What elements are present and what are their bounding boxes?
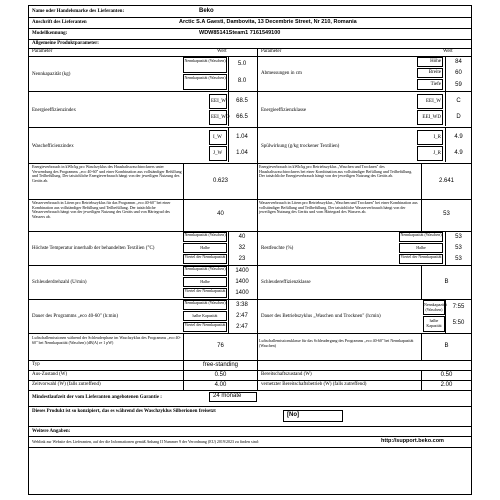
water-consumption-text: Wasserverbrauch in Litern pro Betriebszyklus für das Programm „eco 40-60" bei einer Kombination aus vollständiger Befüllung und Teilbefüllung. Der tatsächliche Wasserverbrauch hängt von der jeweiligen Nutzung des Geräts und von Härtegrad des Wassers ab. <box>32 200 171 219</box>
rinse-label: Spülwirkung (g/kg trockener Textilien) <box>261 144 340 149</box>
model-label: Modellkennung: <box>32 31 68 36</box>
capacity-sub1: Nennkapazität (Waschen) <box>184 58 226 63</box>
width-label: Breite <box>428 70 441 75</box>
supplier-address-label: Anschrift des Lieferanten <box>32 20 87 25</box>
class-w-label: EEI_W <box>426 99 441 104</box>
depth-label: Tiefe <box>430 82 441 87</box>
energy-consumption-value: 0.623 <box>212 178 228 184</box>
delay-start-value: 4.00 <box>214 382 227 388</box>
duration-sub1: Nennkapazität (Waschen) <box>184 300 226 305</box>
duration-label: Dauer des Programms „eco 40-60" (h:min) <box>32 314 119 319</box>
eei-wd-label: EEI_WD <box>211 115 230 120</box>
cycle-sub2: halbe Kapazität <box>426 318 442 328</box>
iw-label: I_W <box>213 135 222 140</box>
eei-w-label: EEI_W <box>211 99 226 104</box>
spin-sub2: Halbe <box>200 279 210 284</box>
general-params-title: Allgemeine Produktparameter: <box>32 41 99 46</box>
type-value: free-standing <box>202 362 239 368</box>
noise-text: Luftschallemissionen während der Schleuderphase im Waschzyklus des Programms „eco 40-60" bei Nennkapazität (Waschen) (dB(A) re 1 pW) <box>32 335 181 345</box>
water-consumption-value: 40 <box>217 211 224 217</box>
off-mode-label: Aus-Zustand (W) <box>32 372 68 377</box>
duration-sub3: Viertel der Nennkapazität <box>184 322 226 327</box>
temp-value-2: 32 <box>238 245 246 251</box>
height-value: 84 <box>455 59 462 65</box>
moist-value-3: 53 <box>455 256 462 262</box>
temp-sub3: Viertel der Nennkapazität <box>184 254 226 259</box>
noise-class-value: B <box>444 343 449 349</box>
duration-sub2: halbe Kapazität <box>192 313 218 318</box>
capacity-sub2: Nennkapazität (Waschen) <box>184 75 226 80</box>
spin-value-1: 1400 <box>235 268 249 274</box>
moist-value-1: 53 <box>455 234 462 240</box>
dimensions-label: Abmessungen in cm <box>261 71 302 76</box>
energy-consumption-wd-value: 2.641 <box>438 178 454 184</box>
networked-standby-label: vernetzter Bereitschaftsbetrieb (W) (falls zutreffend) <box>261 382 367 387</box>
class-w-value: C <box>456 98 461 104</box>
moisture-label: Restfeuchte (%) <box>261 246 294 251</box>
silver-ions-label: Dieses Produkt ist so konzipiert, das es während des Waschzyklus Silberionen freisetzt <box>32 409 216 414</box>
ir-label: I_R <box>433 135 441 140</box>
supplier-name-value: Beko <box>199 8 214 14</box>
iw-value: 1.04 <box>236 134 248 140</box>
eei-w-value: 68.5 <box>236 98 248 104</box>
depth-value: 59 <box>455 82 462 88</box>
model-value: WDW85141Steam1 7161549100 <box>199 30 281 36</box>
supplier-address-value: Arctic S.A Gaesti, Dambovita, 13 Decembrie Street, Nr 210, Romania <box>179 19 357 25</box>
cycle-value-2: 5:50 <box>452 320 465 326</box>
noise-class-text: Luftschallemissionsklasse für das Schleudergang des Programms „eco 40-60" bei Nennkapazität (Waschen) <box>259 338 414 348</box>
col-param-header: Parameter <box>32 49 53 54</box>
col-param2-header: Parameter <box>261 49 282 54</box>
warranty-label: Mindestlaufzeit der vom Lieferanten angebotenen Garantie : <box>32 395 162 400</box>
class-wd-value: D <box>456 114 461 120</box>
temperature-label: Höchste Temperatur innerhalb der behandelten Textilien (°C) <box>32 246 155 251</box>
moist-value-2: 53 <box>455 245 462 251</box>
energy-consumption-text: Energieverbrauch in kWh/kg pro Waschzyklus des Haushaltswaschtrockners unter Verwendung des Programms „eco 40-60" und einer Kombination aus vollständiger Befüllung und Teilbefüllung. Der tatsächliche Energieverbrauch hängt von der jeweiligen Nutzung des Geräts ab. <box>32 164 182 183</box>
width-value: 60 <box>455 70 462 76</box>
support-link[interactable]: http://support.beko.com <box>381 438 444 444</box>
moist-sub1: Nennkapazität (Waschen) <box>400 232 442 237</box>
moist-sub3: Viertel der Nennkapazität <box>400 254 442 259</box>
capacity-value-2: 8.0 <box>237 78 247 84</box>
off-mode-value: 0.50 <box>214 372 227 378</box>
water-consumption-wd-value: 53 <box>443 211 450 217</box>
cycle-sub1: Nennkapazität (Waschen) <box>424 302 448 312</box>
jr-value: 4.9 <box>454 150 463 156</box>
cycle-duration-label: Dauer des Betriebszyklus „Waschen und Trocknen" (h:min) <box>261 314 381 319</box>
product-information-sheet <box>28 5 472 495</box>
spin-sub1: Nennkapazität (Waschen) <box>184 266 226 271</box>
capacity-value-1: 5.0 <box>237 61 247 67</box>
moist-sub2: Halbe <box>416 245 426 250</box>
spin-value-2: 1400 <box>235 279 249 285</box>
duration-value-1: 3:38 <box>236 302 248 308</box>
noise-value: 76 <box>217 343 224 349</box>
jw-label: J_W <box>213 151 223 156</box>
spin-value-3: 1400 <box>235 290 249 296</box>
warranty-value: 24 monate <box>213 393 242 399</box>
eei-label: Energieeffizienzindex <box>32 108 76 113</box>
standby-value: 0.50 <box>440 372 453 378</box>
cycle-value-1: 7:55 <box>452 304 465 310</box>
networked-standby-value: 2.00 <box>440 382 453 388</box>
water-consumption-wd-text: Wasserverbrauch in Litern pro Betriebszyklus „Waschen und Trocknen" bei einer Kombination aus vollständiger Befüllung und Teilbefüllung. Der tatsächliche Wasserverbrauch hängt von der jeweiligen Nutzung des Geräts und vom Härtegrad des Wassers ab. <box>259 200 418 214</box>
spin-class-label: Schleudereffizienzklasse <box>261 280 311 285</box>
height-label: Höhe <box>430 59 441 64</box>
temp-value-1: 40 <box>238 234 246 240</box>
col-value2-header: Wert <box>443 49 453 54</box>
capacity-label: Nennkapazität (kg) <box>32 72 71 77</box>
silver-ions-value: [No] <box>287 412 299 418</box>
standby-label: Bereitschaftszustand (W) <box>261 372 312 377</box>
energy-consumption-wd-text: Energieverbrauch in kWh/kg pro Betriebszyklus „Waschen und Trocknen" des Haushaltswaschtrockners bei einer Kombination aus vollständiger Befüllung und Teilbefüllung. Der tatsächliche Energieverbrauch hängt von der jeweiligen Nutzung des Geräts ab. <box>259 164 413 178</box>
col-value-header: Wert <box>217 49 227 54</box>
ir-value: 4.9 <box>454 134 463 140</box>
spin-label: Schleuderdrehzahl (U/min) <box>32 280 87 285</box>
temp-sub1: Nennkapazität (Waschen) <box>184 232 226 237</box>
further-info-title: Weitere Angaben: <box>32 429 71 434</box>
energy-class-label: Energieeffizienzklasse <box>261 108 307 113</box>
class-wd-label: EEI_WD <box>422 115 441 120</box>
duration-value-2: 2:47 <box>236 313 248 319</box>
eei-wd-value: 66.5 <box>236 114 248 120</box>
jw-value: 1.04 <box>236 150 248 156</box>
jr-label: J_R <box>433 151 441 156</box>
type-label: Typ <box>32 362 40 367</box>
delay-start-label: Zeitvorwahl (W) (falls zutreffend) <box>32 382 101 387</box>
further-info-text: Weblink zur Website des Lieferanten, auf der die Informationen gemäß Anhang II Nummer 9 der Verordnung (EU) 2019/2023 zu finden sind: <box>32 439 259 444</box>
duration-value-3: 2:47 <box>236 324 248 330</box>
temp-value-3: 23 <box>238 256 246 262</box>
wash-index-label: Waschefficienzindex <box>32 144 74 149</box>
temp-sub2: Halbe <box>200 245 210 250</box>
spin-class-value: B <box>444 279 449 285</box>
spin-sub3: Viertel der Nennkapazität <box>184 288 226 293</box>
supplier-name-label: Name oder Handelsmarke des Lieferanten: <box>32 9 125 14</box>
